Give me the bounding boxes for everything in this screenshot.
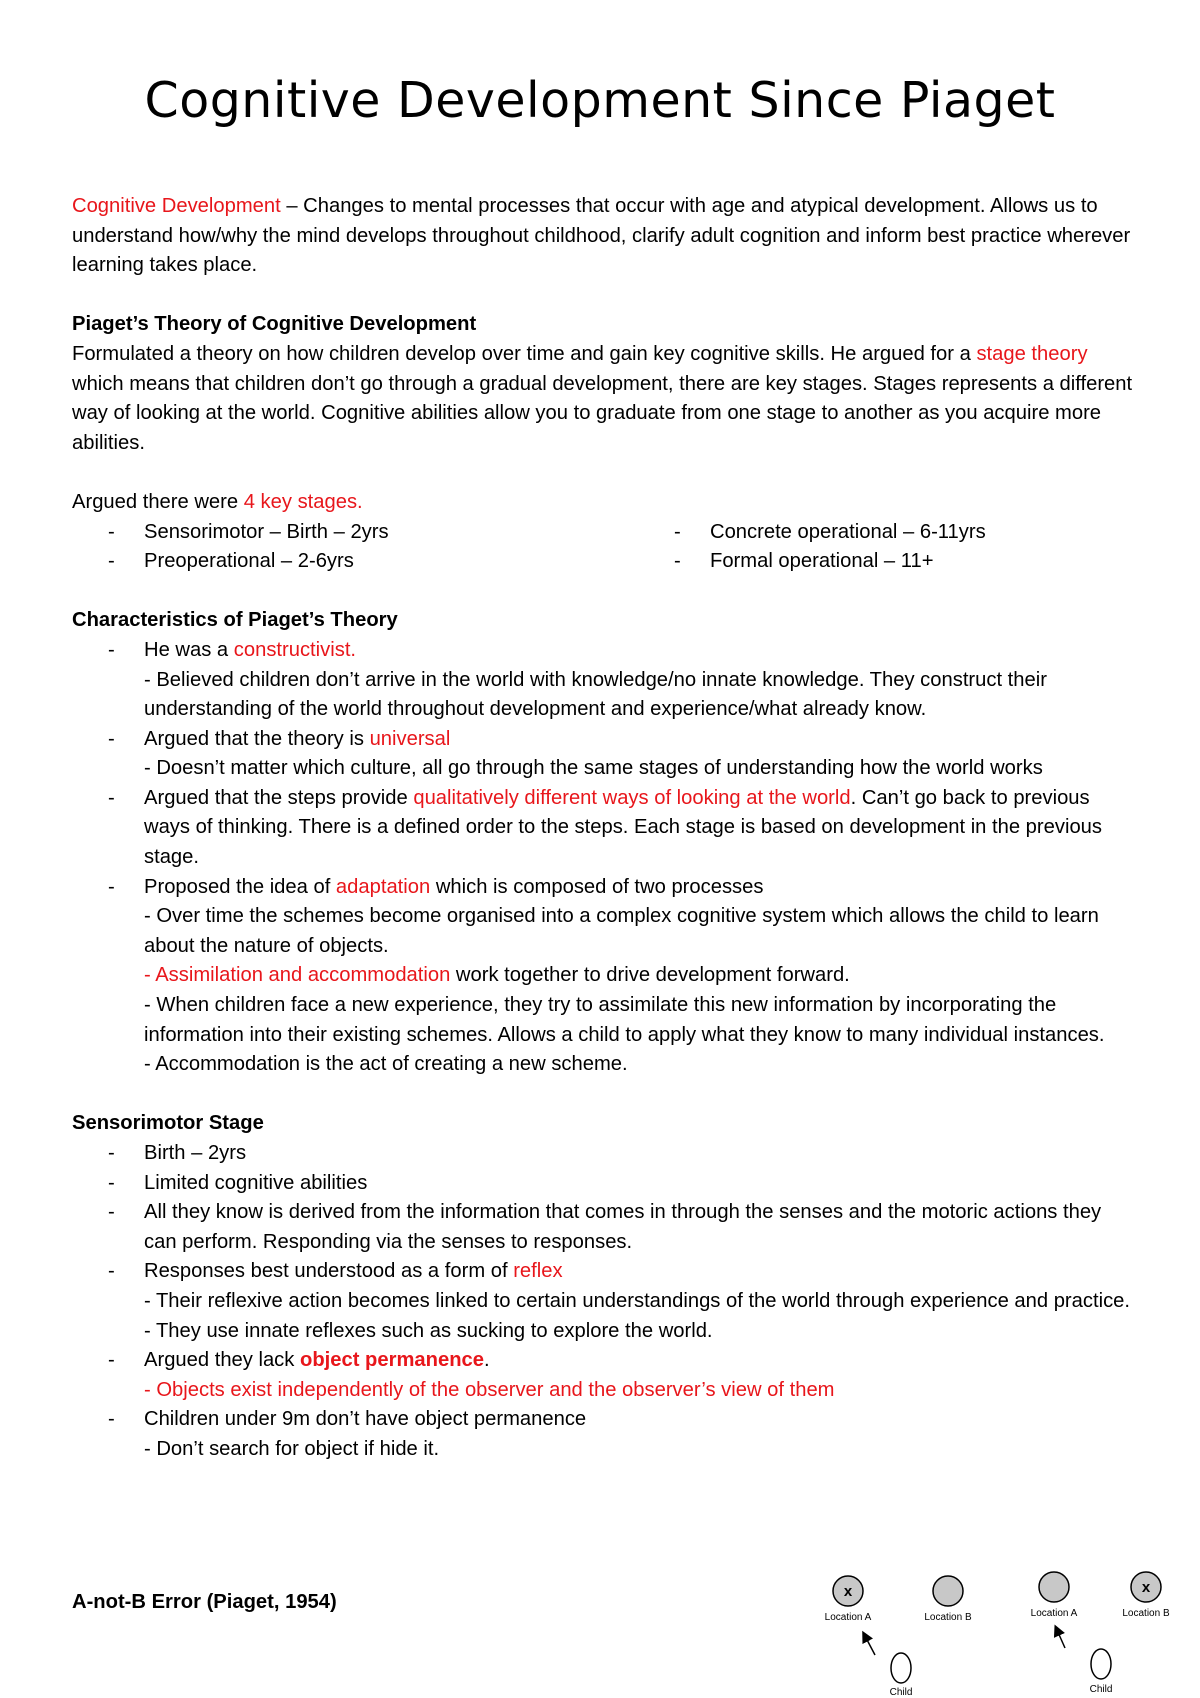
a-not-b-diagram [815, 1560, 1195, 1698]
item-text: Argued that the steps provide [144, 786, 414, 809]
document-body [72, 192, 1136, 1465]
stage-item: - Preoperational – 2-6yrs [72, 547, 638, 577]
item-text: work together to drive development forward. [450, 964, 850, 987]
item-text: Argued they lack [144, 1349, 300, 1372]
list-item: - All they know is derived from the information that comes in through the senses and the motoric actions they can perform. Responding via the senses to responses. [72, 1198, 1136, 1257]
a-not-b-heading: A-not-B Error (Piaget, 1954) [72, 1591, 337, 1613]
child-label: Child [1089, 1684, 1113, 1695]
sub-point: - Don’t search for object if hide it. [144, 1437, 440, 1460]
sensorimotor-heading: Sensorimotor Stage [72, 1112, 264, 1135]
item-text: Argued that the theory is [144, 727, 370, 750]
list-item [72, 873, 1136, 1080]
child-ellipse [1091, 1649, 1111, 1679]
stage-item: - Formal operational – 11+ [638, 547, 1136, 577]
location-a-circle [1039, 1572, 1069, 1602]
location-b-label: Location B [924, 1612, 972, 1623]
list-item: - Limited cognitive abilities [72, 1169, 1136, 1199]
qualitative-highlight: qualitatively different ways of looking at the world [413, 786, 851, 809]
sub-dash: - [144, 964, 156, 987]
intro-paragraph [72, 192, 1136, 281]
sensorimotor-list [72, 1139, 1136, 1465]
location-a-label: Location A [824, 1612, 872, 1623]
adaptation-highlight: adaptation [335, 875, 431, 898]
stages-highlight: 4 key stages. [243, 490, 363, 513]
arrow [865, 1636, 875, 1655]
item-text: which is composed of two processes [430, 875, 764, 898]
universal-highlight: universal [369, 727, 451, 750]
stages-lead [72, 488, 1136, 518]
characteristics-heading: Characteristics of Piaget’s Theory [72, 609, 398, 632]
stages-right-column [638, 518, 1136, 577]
sub-point: - Over time the schemes become organised into a complex cognitive system which allows the child to learn about the nature of objects. [144, 905, 1099, 957]
list-item [72, 1257, 1136, 1346]
list-item: - Birth – 2yrs [72, 1139, 1136, 1169]
item-text: Children under 9m don’t have object permanence [144, 1408, 587, 1431]
list-item [72, 1405, 1136, 1464]
list-item [72, 1346, 1136, 1405]
location-b-marker: x [1141, 1579, 1151, 1596]
characteristics-list [72, 636, 1136, 1080]
item-text: . Can’t go back to previous ways of thinking. There is a defined order to the steps. Each stage is based on development in the previous stage. [144, 786, 1102, 869]
stages-left-column [72, 518, 638, 577]
piaget-theory-heading: Piaget’s Theory of Cognitive Development [72, 313, 477, 336]
stages-lead-text: Argued there were [72, 490, 244, 513]
arrow [1057, 1630, 1065, 1648]
sub-point: - When children face a new experience, they try to assimilate this new information by incorporating the information into their existing schemes. Allows a child to apply what they know to many individual instances. [144, 994, 1105, 1046]
assimilation-highlight: Assimilation and accommodation [155, 964, 451, 987]
child-ellipse [891, 1653, 911, 1683]
item-text: Responses best understood as a form of [144, 1260, 514, 1283]
piaget-theory-text-b: which means that children don’t go through a gradual development, there are key stages. Stages represents a different way of looking at the world. Cognitive abilities allow you to graduate from one stage to another as you acquire more abilities. [72, 372, 1133, 454]
sub-point: - They use innate reflexes such as sucking to explore the world. [144, 1319, 713, 1342]
child-label: Child [889, 1687, 913, 1698]
sub-point: - Accommodation is the act of creating a new scheme. [144, 1053, 628, 1076]
page-title: Cognitive Development Since Piaget [144, 72, 1056, 129]
list-item [72, 636, 1136, 725]
item-text: Proposed the idea of [144, 875, 336, 898]
list-item [72, 725, 1136, 784]
sub-point: - Believed children don’t arrive in the world with knowledge/no innate knowledge. They construct their understanding of the world throughout development and experience/what already know. [144, 668, 1047, 721]
piaget-theory-text-a: Formulated a theory on how children develop over time and gain key cognitive skills. He argued for a [72, 342, 977, 365]
stage-theory-highlight: stage theory [976, 342, 1088, 365]
location-b-circle [933, 1576, 963, 1606]
sub-point: - Objects exist independently of the observer and the observer’s view of them [144, 1378, 835, 1401]
stages-list [72, 518, 1136, 577]
location-a-marker: x [843, 1583, 853, 1600]
item-text: He was a [144, 638, 234, 661]
piaget-theory-paragraph [72, 340, 1136, 458]
sub-point [144, 961, 1136, 991]
list-item [72, 784, 1136, 873]
intro-term: Cognitive Development [72, 195, 281, 217]
location-b-label: Location B [1122, 1608, 1170, 1619]
constructivist-highlight: constructivist. [233, 638, 357, 661]
sub-point: - Their reflexive action becomes linked to certain understandings of the world through experience and practice. [144, 1289, 1131, 1312]
item-text: . [483, 1349, 490, 1372]
sub-point: - Doesn’t matter which culture, all go through the same stages of understanding how the world works [144, 757, 1043, 780]
stage-item: - Sensorimotor – Birth – 2yrs [72, 518, 638, 548]
reflex-highlight: reflex [513, 1260, 563, 1283]
object-permanence-highlight: object permanence [299, 1349, 484, 1372]
stage-item: - Concrete operational – 6-11yrs [638, 518, 1136, 548]
location-a-label: Location A [1030, 1608, 1078, 1619]
intro-text: – Changes to mental processes that occur with age and atypical development. Allows us to understand how/why the mind develops throughout childhood, clarify adult cognition and inform best practice wherever learning takes place. [72, 195, 1131, 277]
